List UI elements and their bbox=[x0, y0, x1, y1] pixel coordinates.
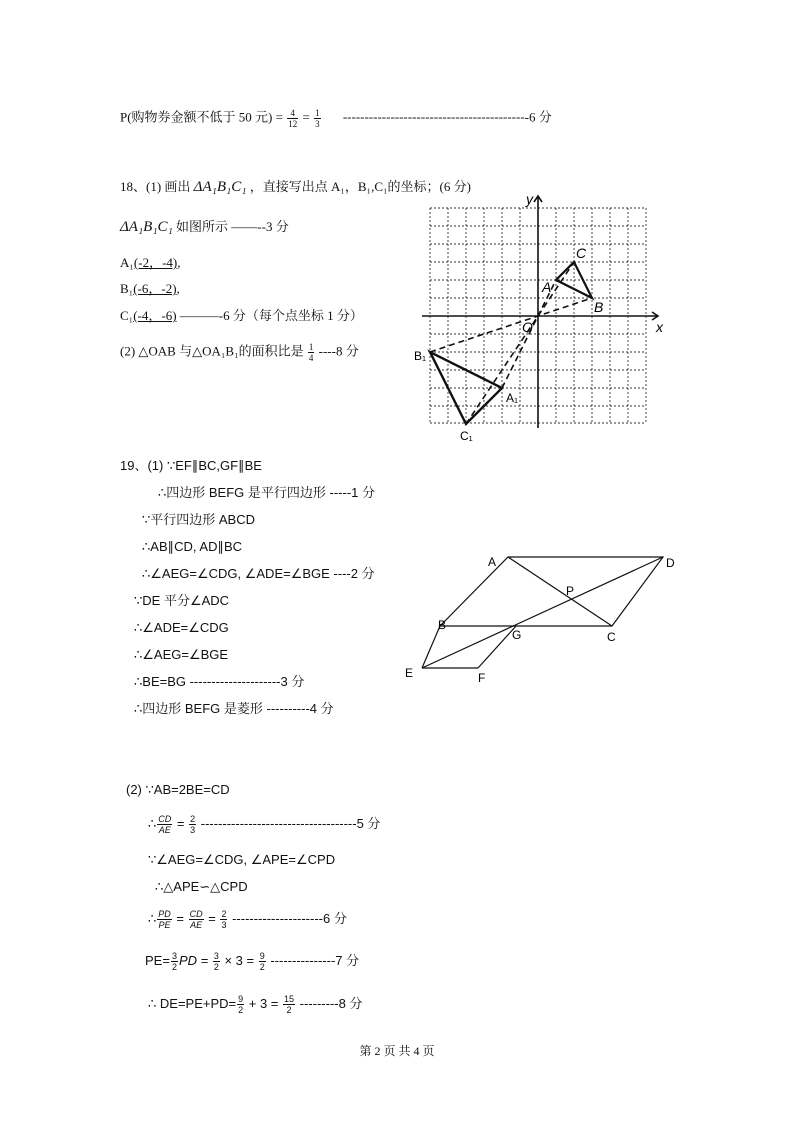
fraction: $\frac{1}{4}$ bbox=[308, 342, 314, 363]
vertex-a-label: A bbox=[488, 555, 497, 569]
q19-line8: ∴∠AEG=∠BGE bbox=[134, 647, 229, 662]
q19-line3: ∵平行四边形 ABCD bbox=[142, 512, 256, 527]
y-axis-label: y bbox=[526, 191, 533, 207]
point-b1-label: B₁ bbox=[414, 349, 427, 363]
q19b-line1: (2) ∵AB=2BE=CD bbox=[126, 782, 230, 797]
q19b-line5: ∴ $\frac{PD}{PE}$ = $\frac{CD}{AE}$ = $\frac{2}{3}$ ---------------------6 分 bbox=[148, 909, 347, 930]
q18-heading: 18、(1) 画出 ΔA₁B₁C₁ ，直接写出点 A₁，B₁,C₁的坐标；(6 分) bbox=[120, 179, 471, 195]
fraction: $\frac{1}{3}$ bbox=[315, 108, 320, 129]
vertex-d-label: D bbox=[666, 556, 675, 570]
segment-ac bbox=[508, 557, 612, 626]
q19-line2: ∴四边形 BEFG 是平行四边形 -----1 分 bbox=[158, 485, 375, 500]
q18-c1-coord: C₁(-4，-6) ———-6 分（每个点坐标 1 分） bbox=[120, 308, 363, 323]
vertex-e-label: E bbox=[405, 666, 414, 680]
q19b-line7: ∴ DE=PE+PD= $\frac{9}{2}$ + 3 = $\frac{15}{2}$ ---------8 分 bbox=[148, 994, 363, 1015]
vertex-b-label: B bbox=[438, 618, 447, 632]
vertex-p-label: P bbox=[566, 584, 575, 598]
q19-line4: ∴AB∥CD, AD∥BC bbox=[142, 539, 243, 554]
vertex-c-label: C bbox=[607, 630, 616, 644]
point-c-label: C bbox=[576, 245, 587, 261]
q19b-line4: ∴△APE∽△CPD bbox=[155, 879, 248, 894]
q19b-line6: PE= $\frac{3}{2}$ PD = $\frac{3}{2}$ × 3 = $\frac{9}{2}$ ---------------7 分 bbox=[145, 951, 360, 972]
q19b-line2: ∴ $\frac{CD}{AE}$ = $\frac{2}{3}$ ------------------------------------5 分 bbox=[148, 814, 381, 835]
q18-part2: (2) △OAB 与△OA₁B₁的面积比是 $\frac{1}{4}$ ----8 分 bbox=[120, 342, 359, 363]
q19-line6: ∵DE 平分∠ADC bbox=[134, 593, 230, 608]
probability-text: P(购物券金额不低于 50 元) bbox=[120, 109, 273, 125]
segment-de bbox=[422, 557, 663, 668]
vertex-f-label: F bbox=[478, 671, 486, 685]
q18-a1-coord: A₁(-2，-4), bbox=[120, 255, 181, 270]
point-b-label: B bbox=[594, 299, 604, 315]
q18-line1: ΔA₁B₁C₁ 如图所示 ——--3 分 bbox=[120, 219, 289, 235]
parallelogram-figure bbox=[398, 548, 688, 690]
q19b-line3: ∵∠AEG=∠CDG, ∠APE=∠CPD bbox=[148, 852, 336, 867]
fraction: $\frac{4}{12}$ bbox=[288, 108, 298, 129]
segment-gf bbox=[478, 626, 516, 668]
q19-line5: ∴∠AEG=∠CDG, ∠ADE=∠BGE ----2 分 bbox=[142, 566, 375, 581]
q18-b1-coord: B₁(-6，-2), bbox=[120, 281, 180, 296]
segment-be bbox=[422, 626, 440, 668]
q19-line10: ∴四边形 BEFG 是菱形 ----------4 分 bbox=[134, 701, 334, 716]
q19-line9: ∴BE=BG ---------------------3 分 bbox=[134, 674, 305, 689]
parallelogram-abcd bbox=[440, 557, 663, 626]
q19-line1: 19、(1) ∵EF∥BC,GF∥BE bbox=[120, 458, 262, 473]
coordinate-grid-figure bbox=[410, 190, 675, 445]
origin-label: O bbox=[522, 319, 533, 335]
q19-line7: ∴∠ADE=∠CDG bbox=[134, 620, 229, 635]
page-footer: 第 2 页 共 4 页 bbox=[359, 1044, 435, 1058]
point-a-label: A bbox=[542, 279, 552, 295]
point-c1-label: C₁ bbox=[460, 429, 473, 443]
x-axis-label: x bbox=[656, 319, 663, 335]
point-a1-label: A₁ bbox=[506, 391, 519, 405]
vertex-g-label: G bbox=[512, 628, 522, 642]
probability-line: P(购物券金额不低于 50 元) = $\frac{4}{12}$ = $\frac{1}{3}$ -------------------------------------------6 分 bbox=[120, 108, 552, 129]
